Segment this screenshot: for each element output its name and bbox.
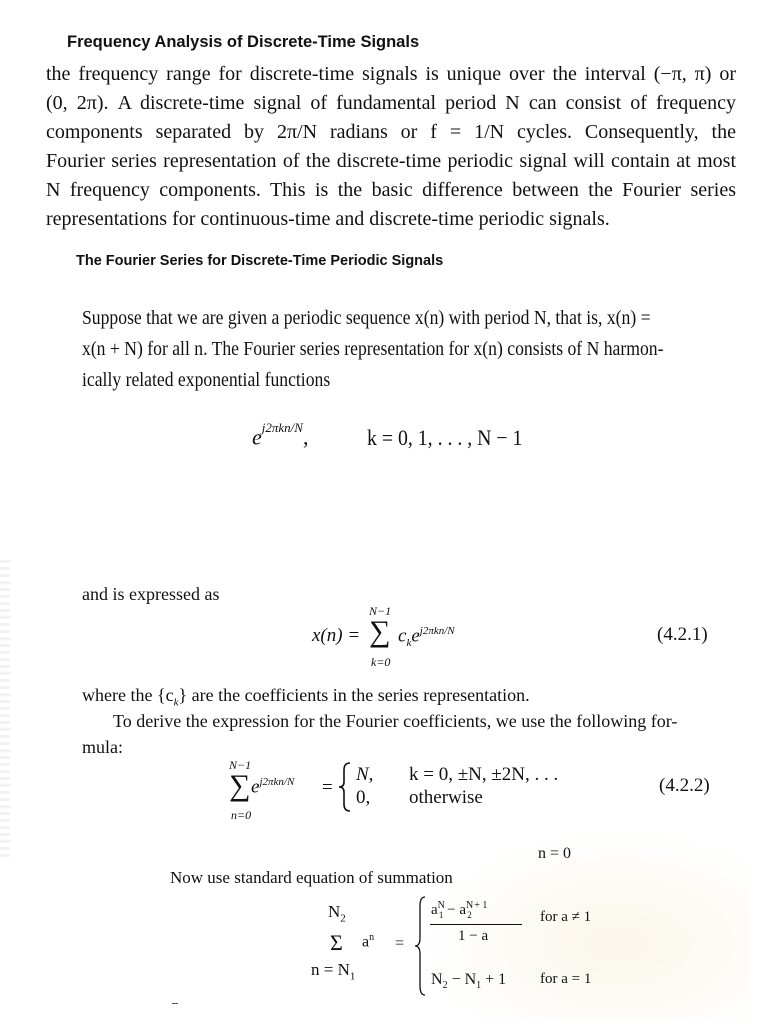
coef-c: c — [398, 625, 407, 647]
num-sub: 2 — [467, 910, 472, 920]
coef-sub-k: k — [406, 637, 412, 650]
case1-numerator — [431, 900, 487, 920]
section-subheading: The Fourier Series for Discrete-Time Periodic Signals — [76, 253, 444, 269]
text-part: } are the coefficients in the series representation. — [178, 685, 530, 705]
expressed-as-text: and is expressed as — [82, 584, 220, 604]
num-sup: N — [437, 900, 445, 911]
case1-value: N, — [356, 764, 374, 785]
sub-k: k — [173, 696, 179, 709]
case2-N: N — [431, 971, 443, 988]
k-range: k = 0, 1, . . . , N − 1 — [367, 425, 523, 450]
text-part: where the {c — [82, 685, 174, 705]
sum-upper-limit — [328, 902, 346, 924]
eq421-upper-limit: N−1 — [369, 604, 392, 618]
sigma-symbol: Σ — [330, 930, 343, 955]
case2-expression — [431, 971, 506, 991]
equation-number: (4.2.1) — [657, 624, 708, 645]
num-plus-one: + 1 — [471, 900, 488, 911]
case1-condition: for a ≠ 1 — [540, 909, 592, 925]
case2-value: 0, — [356, 787, 371, 808]
sum-lower-limit — [311, 960, 355, 982]
derive-line: To derive the expression for the Fourier coefficients, we use the following for- — [113, 711, 678, 731]
equation-number: (4.2.2) — [659, 775, 710, 796]
summation-symbol: ∑ — [369, 615, 391, 648]
lower-sub: 1 — [349, 970, 356, 983]
exponential-functions-equation — [252, 420, 309, 450]
num-a: a — [431, 902, 438, 918]
num-minus: − a — [443, 902, 467, 918]
term-a: a — [362, 933, 370, 951]
scan-mark — [172, 1003, 178, 1004]
page-heading: Frequency Analysis of Discrete-Time Signals — [67, 33, 420, 51]
upper-sub: 2 — [340, 912, 346, 925]
sum-equals: = — [395, 935, 405, 952]
case1-condition: k = 0, ±N, ±2N, . . . — [409, 764, 559, 785]
paragraph-line: representations for continuous-time and discrete-time periodic signals. — [46, 208, 610, 230]
exp-e: e — [251, 776, 260, 798]
eq422-upper-limit: N−1 — [229, 758, 252, 772]
case2-minus: − N — [447, 971, 477, 988]
exp-comma: , — [302, 424, 309, 450]
paragraph-line: N frequency components. This is the basic difference between the Fourier series — [46, 179, 736, 201]
paragraph-line: the frequency range for discrete-time signals is unique over the interval (−π, π) or — [46, 63, 736, 85]
fraction-bar — [430, 924, 522, 925]
eq421-exponent: j2πkn/N — [419, 625, 455, 637]
right-brace-open — [414, 896, 426, 996]
case2-plus: + 1 — [481, 971, 507, 988]
num-sub: 1 — [438, 910, 444, 920]
paragraph-line: Fourier series representation of the discrete-time periodic signal will contain at most — [46, 150, 736, 172]
paragraph-line: x(n + N) for all n. The Fourier series representation for x(n) consists of N harmon- — [82, 338, 664, 360]
paragraph-line: (0, 2π). A discrete-time signal of fundamental period N can consist of frequency — [46, 92, 736, 114]
exp-base: e — [252, 424, 262, 450]
exp-exponent: j2πkn/N — [261, 420, 303, 435]
num-sup: N — [466, 900, 474, 911]
intro-paragraph — [46, 60, 736, 234]
upper-N: N — [328, 902, 341, 921]
case1-denominator: 1 − a — [458, 928, 489, 944]
formula-line: mula: — [82, 737, 123, 757]
eq422-exponent: j2πkn/N — [259, 776, 295, 788]
scan-margin-artifact — [0, 560, 10, 860]
eq422-lower-limit: n=0 — [231, 808, 252, 822]
coefficients-line — [82, 685, 530, 709]
eq422-equals: = — [322, 777, 333, 798]
case2-condition: for a = 1 — [540, 971, 592, 987]
eq422-term — [251, 776, 294, 798]
term-sup-n: n — [369, 932, 375, 943]
paragraph-line: Suppose that we are given a periodic sequence x(n) with period N, that is, x(n) = — [82, 307, 651, 329]
case2-sub: 2 — [442, 980, 448, 992]
eq421-lower-limit: k=0 — [371, 655, 391, 669]
paragraph-line: ically related exponential functions — [82, 369, 331, 391]
left-brace — [338, 762, 352, 812]
lower-n: n = N — [311, 960, 350, 979]
periodic-sequence-paragraph — [82, 303, 664, 396]
eq421-lhs: x(n) = — [312, 625, 361, 646]
sum-term — [362, 932, 374, 951]
paragraph-line: components separated by 2π/N radians or f = 1/N cycles. Consequently, the — [46, 121, 736, 143]
summation-symbol: ∑ — [229, 769, 251, 802]
n-equals-zero: n = 0 — [538, 845, 572, 862]
eq421-term — [398, 625, 455, 649]
case2-condition: otherwise — [409, 787, 483, 808]
exp-e: e — [411, 625, 420, 647]
case2-sub: 1 — [476, 980, 482, 992]
summation-note: Now use standard equation of summation — [170, 868, 453, 887]
